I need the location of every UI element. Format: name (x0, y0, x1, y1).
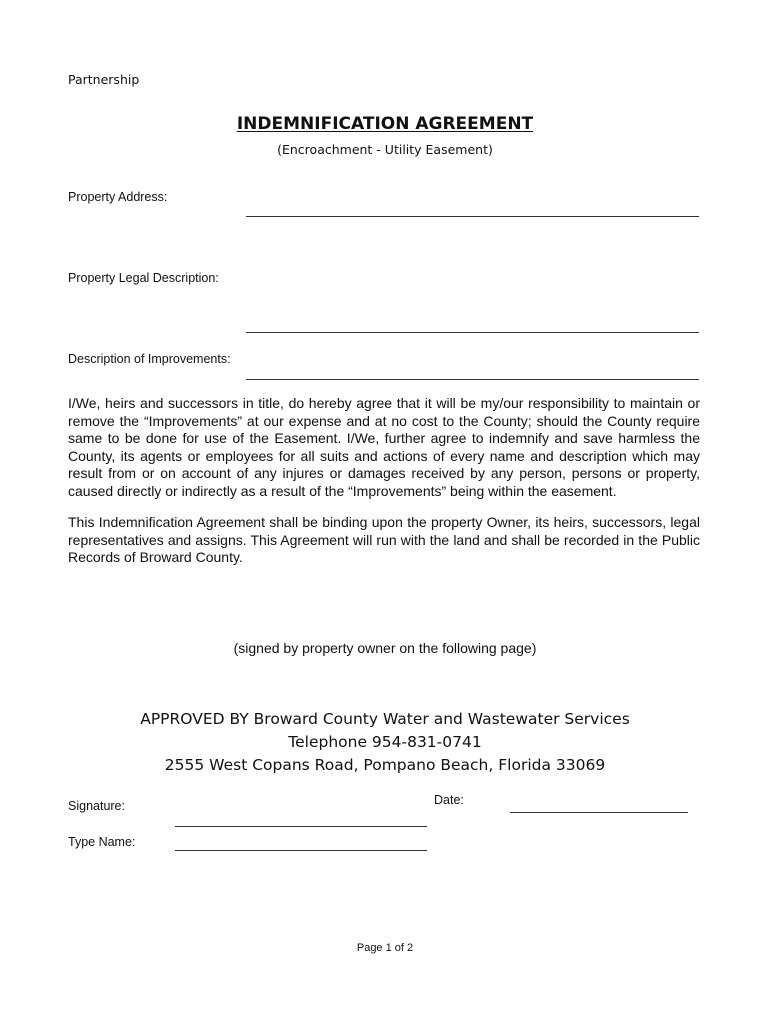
page-title: INDEMNIFICATION AGREEMENT (236, 114, 534, 134)
property-address-label: Property Address: (68, 190, 168, 204)
binding-paragraph: This Indemnification Agreement shall be binding upon the property Owner, its heirs, successors, legal representatives and assigns. This Agreement will run with the land and shall be recorded in the Public Records of Broward County. (68, 514, 700, 565)
approval-line: APPROVED BY Broward County Water and Wastewater Services (140, 710, 630, 728)
document-type-label: Partnership (68, 72, 140, 87)
responsibility-paragraph: I/We, heirs and successors in title, do hereby agree that it will be my/our responsibility to maintain or remove the “Improvements” at our expense and at no cost to the County; should the County require same to be done for use of the Easement. I/We, further agree to indemnify and save harmless the County, its agents or employees for all suits and actions of every name and description which may result from or on account of any injures or damages received by any person, persons or property, caused directly or indirectly as a result of the “Improvements” being within the easement. (68, 395, 700, 499)
legal-description-label: Property Legal Description: (68, 271, 219, 285)
page-subtitle: (Encroachment - Utility Easement) (277, 142, 493, 157)
signature-field[interactable] (175, 826, 427, 827)
date-label: Date: (434, 793, 464, 807)
type-name-label: Type Name: (68, 835, 136, 849)
approval-telephone: Telephone 954-831-0741 (288, 733, 482, 751)
improvements-field[interactable] (246, 379, 699, 380)
property-address-field[interactable] (246, 216, 699, 217)
approval-address: 2555 West Copans Road, Pompano Beach, Florida 33069 (164, 756, 606, 774)
signed-note: (signed by property owner on the following page) (233, 640, 537, 656)
improvements-label: Description of Improvements: (68, 352, 231, 366)
signature-label: Signature: (68, 799, 125, 813)
page-number: Page 1 of 2 (356, 942, 414, 954)
date-field[interactable] (510, 812, 688, 813)
type-name-field[interactable] (175, 850, 427, 851)
legal-description-field[interactable] (246, 332, 699, 333)
